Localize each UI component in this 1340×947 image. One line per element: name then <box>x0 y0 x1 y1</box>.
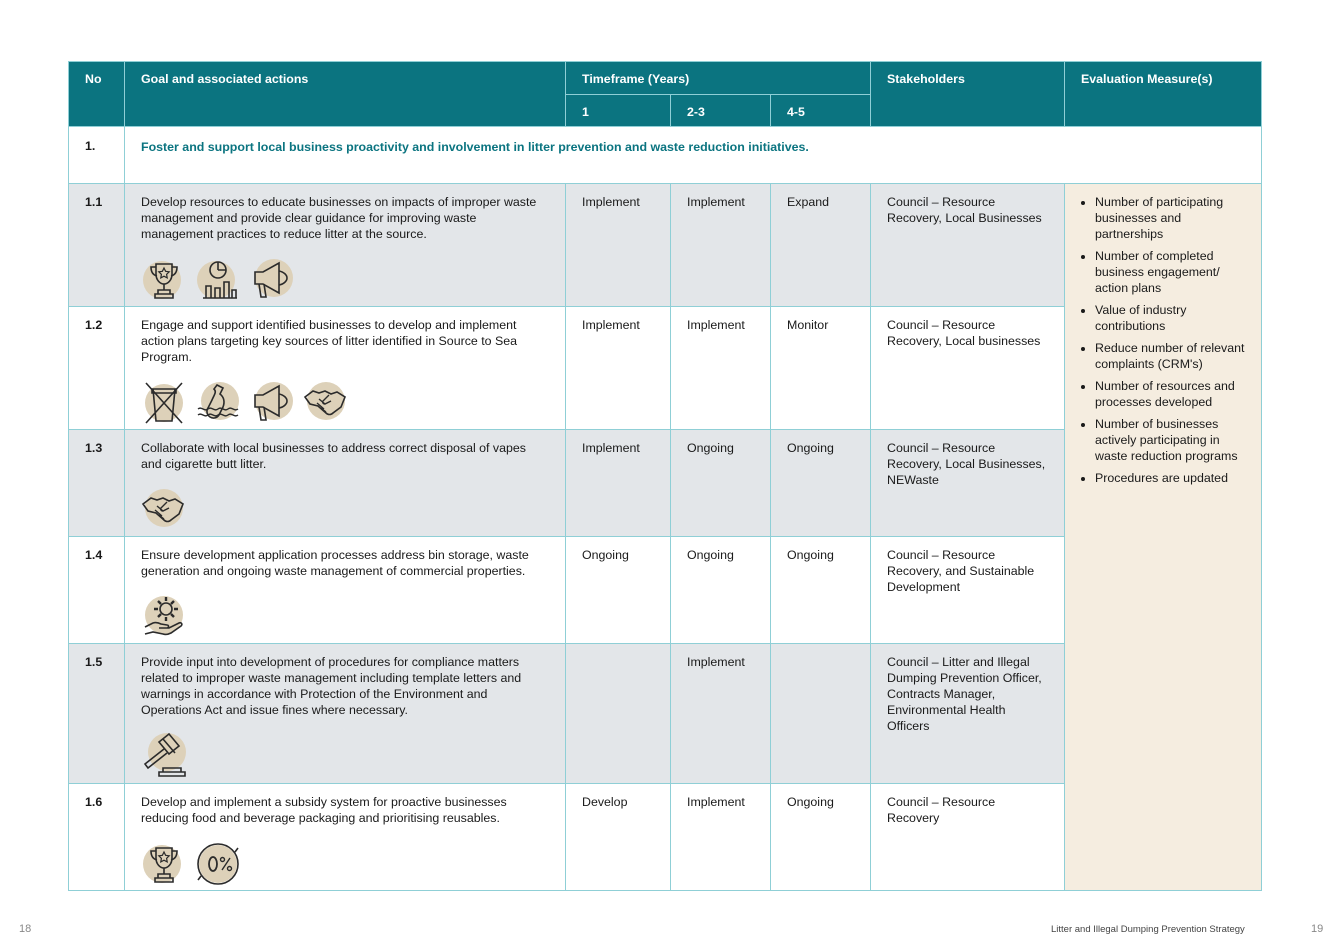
evaluation-item: • Number of participating businesses and partnerships <box>1095 194 1247 242</box>
evaluation-item: • Procedures are updated <box>1095 470 1247 486</box>
action-text: Engage and support identified businesses to develop and implement action plans targeting key sources of litter identified in Source to Sea Program. <box>141 318 518 364</box>
goal-row <box>69 127 1262 184</box>
megaphone-icon <box>249 256 295 302</box>
action-icons <box>141 593 549 639</box>
table-row <box>69 184 1262 307</box>
evaluation-item: • Number of resources and processes developed <box>1095 378 1247 410</box>
stakeholders-cell: Council – Resource Recovery, Local Businesses <box>871 184 1065 307</box>
handshake-icon <box>141 486 187 532</box>
action-cell <box>125 644 566 784</box>
action-icons <box>141 840 549 886</box>
action-number: 1.1 <box>69 184 125 307</box>
action-icons <box>141 379 549 425</box>
action-text: Develop resources to educate businesses on impacts of improper waste management and provide clear guidance for improving waste management practices to reduce litter at the source. <box>141 195 537 241</box>
timeframe-year-4-5: Ongoing <box>771 784 871 891</box>
chart-icon <box>195 256 241 302</box>
timeframe-year-1: Implement <box>566 430 671 537</box>
evaluation-list <box>1079 194 1247 486</box>
evaluation-measures <box>1065 184 1262 891</box>
action-text: Develop and implement a subsidy system for proactive businesses reducing food and beverage packaging and prioritising reusables. <box>141 795 507 825</box>
header-no: No <box>69 62 125 127</box>
trophy-icon <box>141 256 187 302</box>
header-year-1: 1 <box>566 95 671 127</box>
action-cell <box>125 184 566 307</box>
evaluation-item: • Reduce number of relevant complaints (CRM's) <box>1095 340 1247 372</box>
timeframe-year-2-3: Implement <box>671 184 771 307</box>
timeframe-year-1: Develop <box>566 784 671 891</box>
header-timeframe: Timeframe (Years) <box>566 62 871 95</box>
footer-title: Litter and Illegal Dumping Prevention Strategy <box>1051 924 1245 935</box>
header-evaluation: Evaluation Measure(s) <box>1065 62 1262 127</box>
goal-number: 1. <box>69 127 125 184</box>
timeframe-year-4-5: Ongoing <box>771 537 871 644</box>
action-cell <box>125 784 566 891</box>
timeframe-year-2-3: Ongoing <box>671 537 771 644</box>
goal-title: Foster and support local business proactivity and involvement in litter prevention and waste reduction initiatives. <box>125 127 1262 184</box>
timeframe-year-2-3: Ongoing <box>671 430 771 537</box>
action-number: 1.2 <box>69 307 125 430</box>
timeframe-year-1: Implement <box>566 307 671 430</box>
timeframe-year-2-3: Implement <box>671 644 771 784</box>
timeframe-year-1: Implement <box>566 184 671 307</box>
evaluation-item: • Number of completed business engagement/ action plans <box>1095 248 1247 296</box>
action-plan-table <box>68 61 1262 891</box>
timeframe-year-4-5: Ongoing <box>771 430 871 537</box>
page-number-right: 19 <box>1311 923 1324 935</box>
action-icons <box>141 732 549 778</box>
action-cell <box>125 537 566 644</box>
megaphone-icon <box>249 379 295 425</box>
header-goal: Goal and associated actions <box>125 62 566 127</box>
handshake-icon <box>303 379 349 425</box>
gavel-icon <box>141 732 187 778</box>
action-number: 1.3 <box>69 430 125 537</box>
stakeholders-cell: Council – Resource Recovery <box>871 784 1065 891</box>
header-year-4-5: 4-5 <box>771 95 871 127</box>
gear-hand-icon <box>141 593 187 639</box>
bottle-water-icon <box>195 379 241 425</box>
action-icons <box>141 256 549 302</box>
timeframe-year-1 <box>566 644 671 784</box>
action-icons <box>141 486 549 532</box>
evaluation-item: • Number of businesses actively participating in waste reduction programs <box>1095 416 1247 464</box>
trophy-icon <box>141 840 187 886</box>
header-stakeholders: Stakeholders <box>871 62 1065 127</box>
page-number-left: 18 <box>19 923 32 935</box>
action-cell <box>125 430 566 537</box>
header-year-2-3: 2-3 <box>671 95 771 127</box>
no-cup-icon <box>141 379 187 425</box>
timeframe-year-2-3: Implement <box>671 784 771 891</box>
stakeholders-cell: Council – Resource Recovery, and Sustainable Development <box>871 537 1065 644</box>
timeframe-year-4-5: Monitor <box>771 307 871 430</box>
timeframe-year-2-3: Implement <box>671 307 771 430</box>
timeframe-year-4-5 <box>771 644 871 784</box>
action-text: Ensure development application processes address bin storage, waste generation and ongoing waste management of commercial properties. <box>141 548 529 578</box>
action-number: 1.6 <box>69 784 125 891</box>
zero-percent-icon <box>195 840 241 886</box>
timeframe-year-4-5: Expand <box>771 184 871 307</box>
action-number: 1.5 <box>69 644 125 784</box>
timeframe-year-1: Ongoing <box>566 537 671 644</box>
evaluation-item: • Value of industry contributions <box>1095 302 1247 334</box>
action-cell <box>125 307 566 430</box>
stakeholders-cell: Council – Litter and Illegal Dumping Prevention Officer, Contracts Manager, Environmental Health Officers <box>871 644 1065 784</box>
stakeholders-cell: Council – Resource Recovery, Local businesses <box>871 307 1065 430</box>
action-text: Collaborate with local businesses to address correct disposal of vapes and cigarette butt litter. <box>141 441 526 471</box>
action-number: 1.4 <box>69 537 125 644</box>
action-text: Provide input into development of procedures for compliance matters related to improper waste management including template letters and warnings in accordance with Protection of the Environment and Operations Act and issue fines where necessary. <box>141 655 522 717</box>
stakeholders-cell: Council – Resource Recovery, Local Businesses, NEWaste <box>871 430 1065 537</box>
